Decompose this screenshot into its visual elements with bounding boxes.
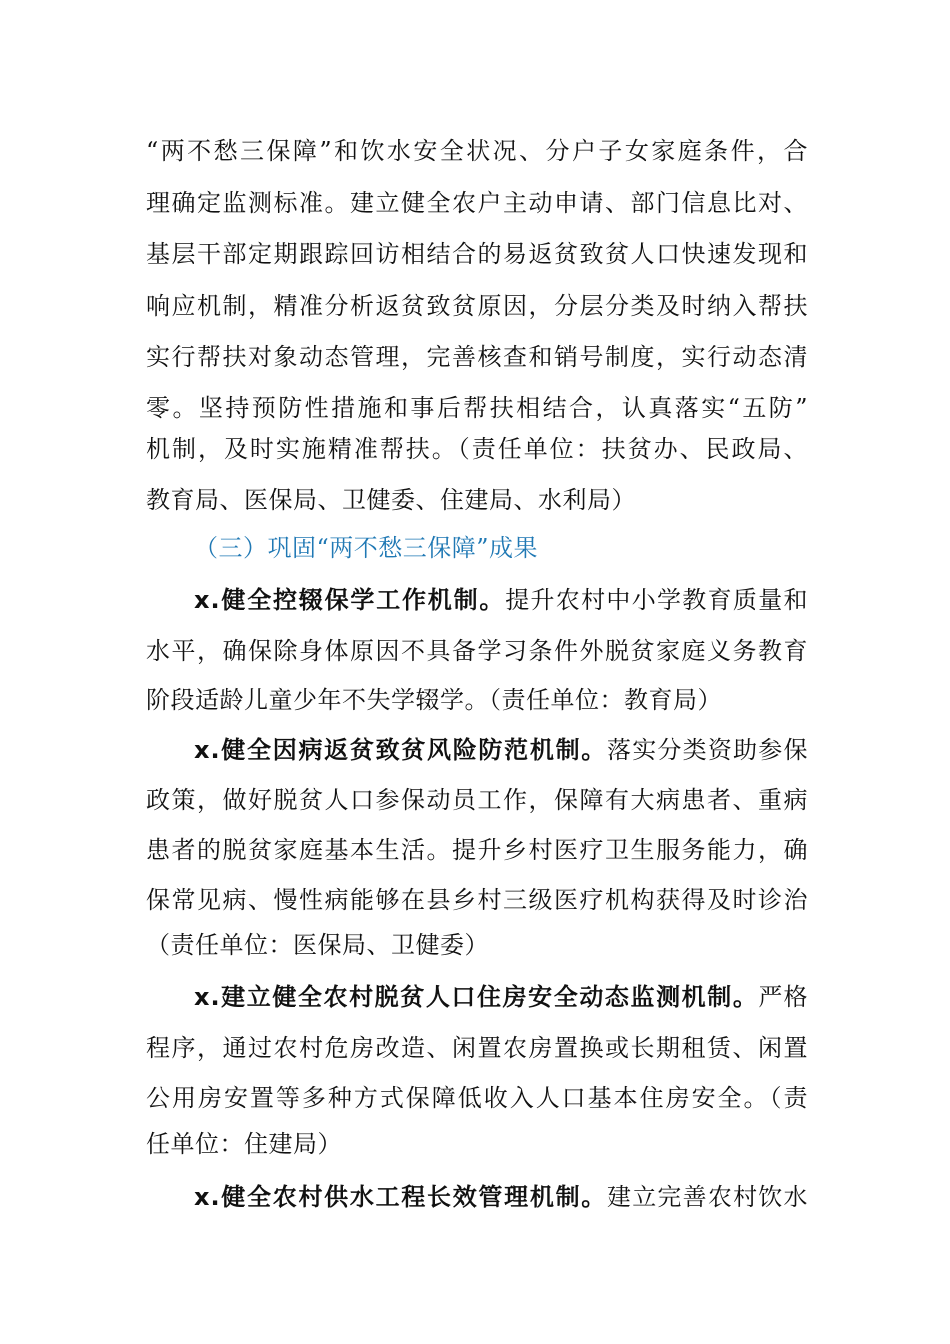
- paragraph-line: 保常见病、慢性病能够在县乡村三级医疗机构获得及时诊治: [146, 886, 808, 914]
- paragraph-line: 教育局、医保局、卫健委、住建局、水利局）: [146, 486, 636, 514]
- item-first-line: [194, 1177, 808, 1217]
- paragraph-line: 机制，及时实施精准帮扶。（责任单位：扶贫办、民政局、: [146, 435, 808, 463]
- item-text: 落实分类资助参保: [607, 736, 808, 764]
- paragraph-line: 响应机制，精准分析返贫致贫原因，分层分类及时纳入帮扶: [146, 292, 808, 320]
- item-text: 严格: [758, 983, 808, 1011]
- paragraph-line: 程序，通过农村危房改造、闲置农房置换或长期租赁、闲置: [146, 1034, 808, 1062]
- item-title: x.建立健全农村脱贫人口住房安全动态监测机制。: [194, 983, 759, 1011]
- paragraph-line: 基层干部定期跟踪回访相结合的易返贫致贫人口快速发现和: [146, 240, 808, 268]
- item-first-line: [194, 730, 808, 770]
- paragraph-line: 水平，确保除身体原因不具备学习条件外脱贫家庭义务教育: [146, 637, 808, 665]
- item-title: x.健全控辍保学工作机制。: [194, 586, 506, 614]
- paragraph-line: 实行帮扶对象动态管理，完善核查和销号制度，实行动态清: [146, 343, 808, 371]
- paragraph-line: 任单位：住建局）: [146, 1130, 342, 1158]
- section-heading: （三）巩固“两不愁三保障”成果: [194, 534, 539, 562]
- paragraph-line: 患者的脱贫家庭基本生活。提升乡村医疗卫生服务能力，确: [146, 836, 808, 864]
- paragraph-line: 公用房安置等多种方式保障低收入人口基本住房安全。（责: [146, 1084, 808, 1112]
- paragraph-line: “两不愁三保障”和饮水安全状况、分户子女家庭条件，合: [146, 137, 808, 165]
- paragraph-line: 政策，做好脱贫人口参保动员工作，保障有大病患者、重病: [146, 786, 808, 814]
- item-text: 提升农村中小学教育质量和: [505, 586, 808, 614]
- item-title: x.健全农村供水工程长效管理机制。: [194, 1183, 607, 1211]
- item-first-line: [194, 580, 808, 620]
- paragraph-line: 阶段适龄儿童少年不失学辍学。（责任单位：教育局）: [146, 686, 722, 714]
- paragraph-line: （责任单位：医保局、卫健委）: [146, 931, 489, 959]
- item-title: x.健全因病返贫致贫风险防范机制。: [194, 736, 607, 764]
- paragraph-line: 零。坚持预防性措施和事后帮扶相结合，认真落实“五防”: [146, 394, 808, 422]
- item-text: 建立完善农村饮水: [607, 1183, 808, 1211]
- paragraph-line: 理确定监测标准。建立健全农户主动申请、部门信息比对、: [146, 189, 808, 217]
- item-first-line: [194, 977, 808, 1017]
